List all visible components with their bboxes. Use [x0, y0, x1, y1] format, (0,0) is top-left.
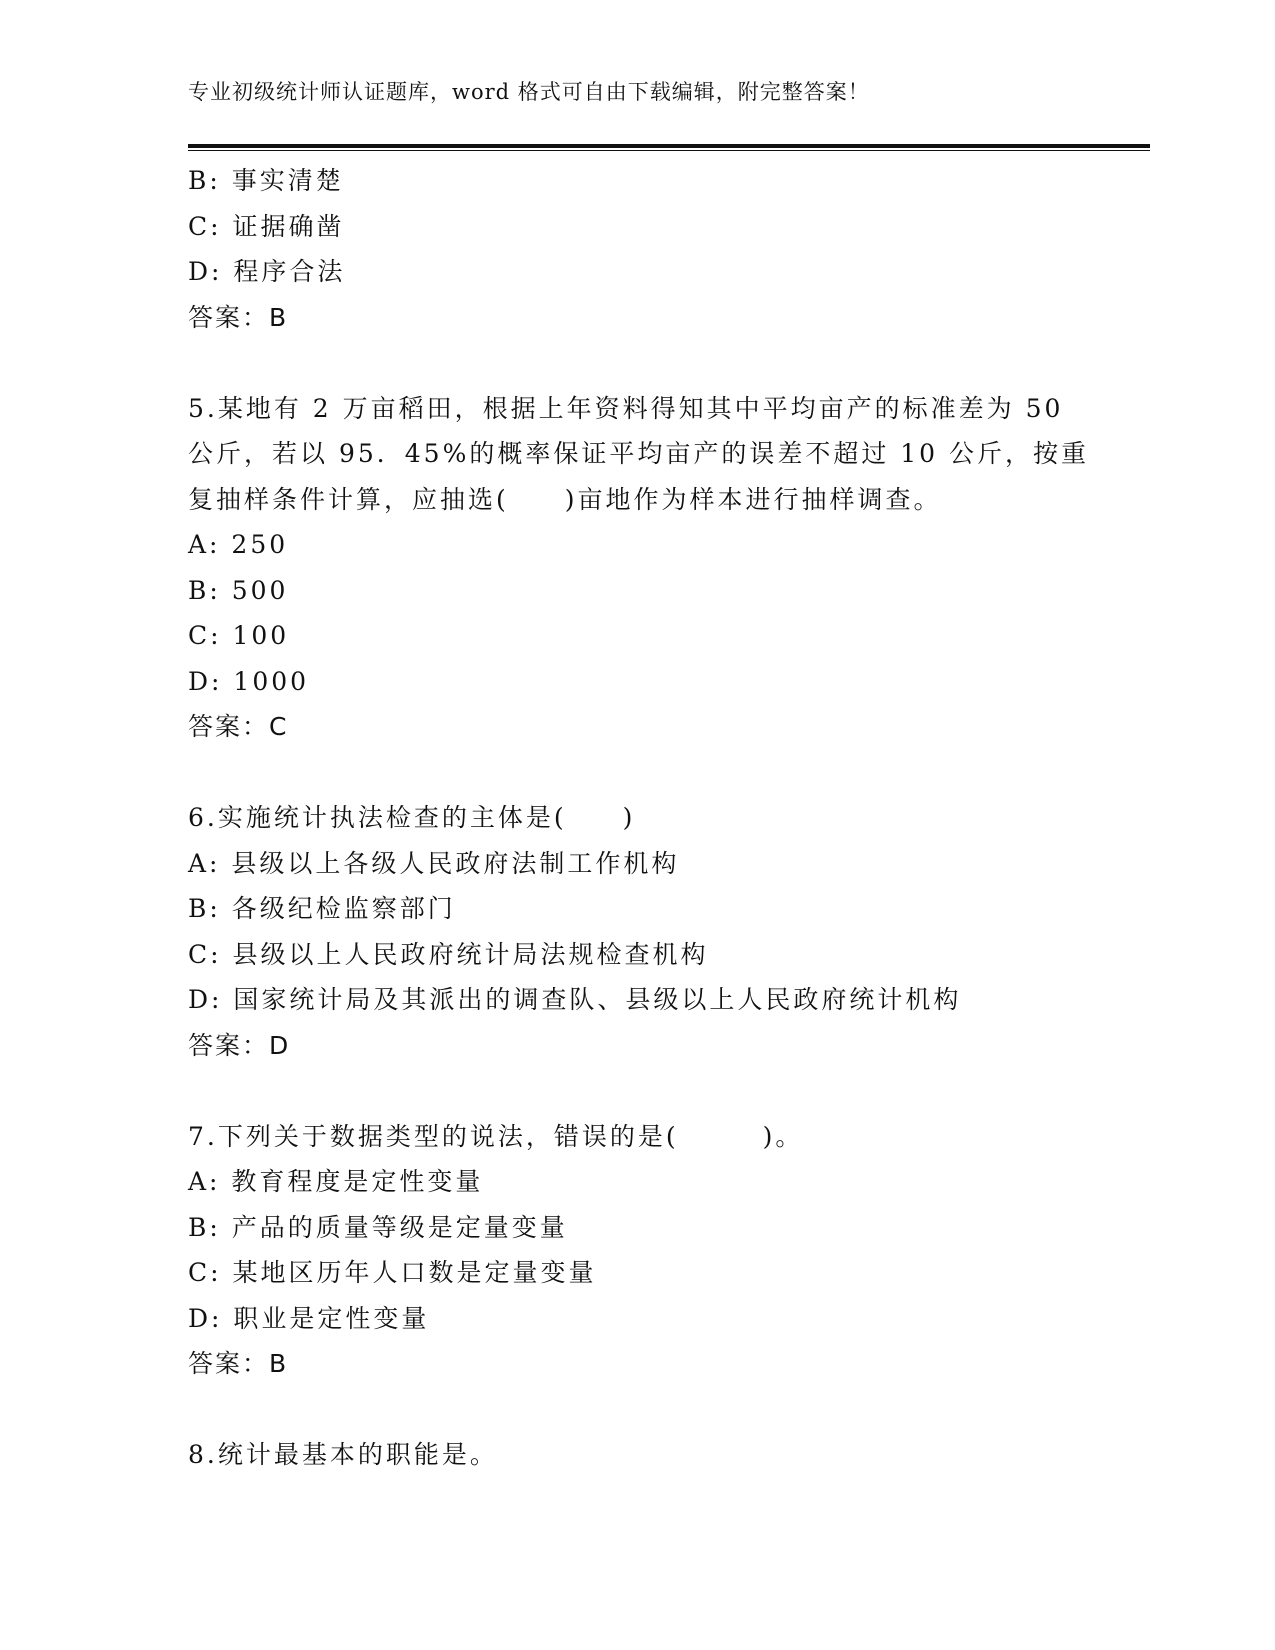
question-line: C: 100: [188, 621, 290, 650]
question-line: 6.实施统计执法检查的主体是( ): [188, 803, 636, 832]
block-spacer: [188, 750, 1088, 796]
question-line: B: 事实清楚: [188, 166, 344, 195]
header-rule-thin: [188, 150, 1150, 151]
answer-line: 答案：D: [188, 1030, 291, 1060]
answer-line: 答案：B: [188, 1349, 289, 1378]
question-line: D: 1000: [188, 666, 310, 696]
question-line: 8.统计最基本的职能是。: [188, 1440, 498, 1469]
question-line: 7.下列关于数据类型的说法，错误的是( )。: [188, 1121, 804, 1151]
block-spacer: [188, 1068, 1088, 1114]
block-spacer: [188, 1387, 1088, 1433]
block-spacer: [188, 340, 1088, 386]
question-line: D: 职业是定性变量: [188, 1303, 430, 1333]
answer-line: 答案：C: [188, 712, 289, 741]
question-line: 复抽样条件计算，应抽选( )亩地作为样本进行抽样调查。: [188, 484, 942, 514]
page-header: 专业初级统计师认证题库，word 格式可自由下载编辑，附完整答案！: [188, 80, 870, 104]
question-content: [188, 158, 1088, 1478]
question-line: D: 国家统计局及其派出的调查队、县级以上人民政府统计机构: [188, 985, 962, 1014]
answer-line: 答案：B: [188, 302, 289, 332]
question-line: C: 某地区历年人口数是定量变量: [188, 1258, 597, 1287]
question-line: C: 证据确凿: [188, 211, 345, 241]
question-line: B: 各级纪检监察部门: [188, 894, 456, 923]
header-rule-thick: [188, 144, 1150, 148]
question-line: A: 教育程度是定性变量: [188, 1167, 484, 1196]
question-line: B: 产品的质量等级是定量变量: [188, 1212, 568, 1242]
question-line: A: 250: [188, 530, 289, 559]
question-line: C: 县级以上人民政府统计局法规检查机构: [188, 939, 709, 969]
question-line: 5.某地有 2 万亩稻田，根据上年资料得知其中平均亩产的标准差为 50: [188, 393, 1064, 423]
question-line: A: 县级以上各级人民政府法制工作机构: [188, 848, 680, 878]
question-line: 公斤，若以 95．45%的概率保证平均亩产的误差不超过 10 公斤，按重: [188, 439, 1090, 468]
question-line: B: 500: [188, 575, 289, 605]
question-line: D: 程序合法: [188, 257, 346, 286]
